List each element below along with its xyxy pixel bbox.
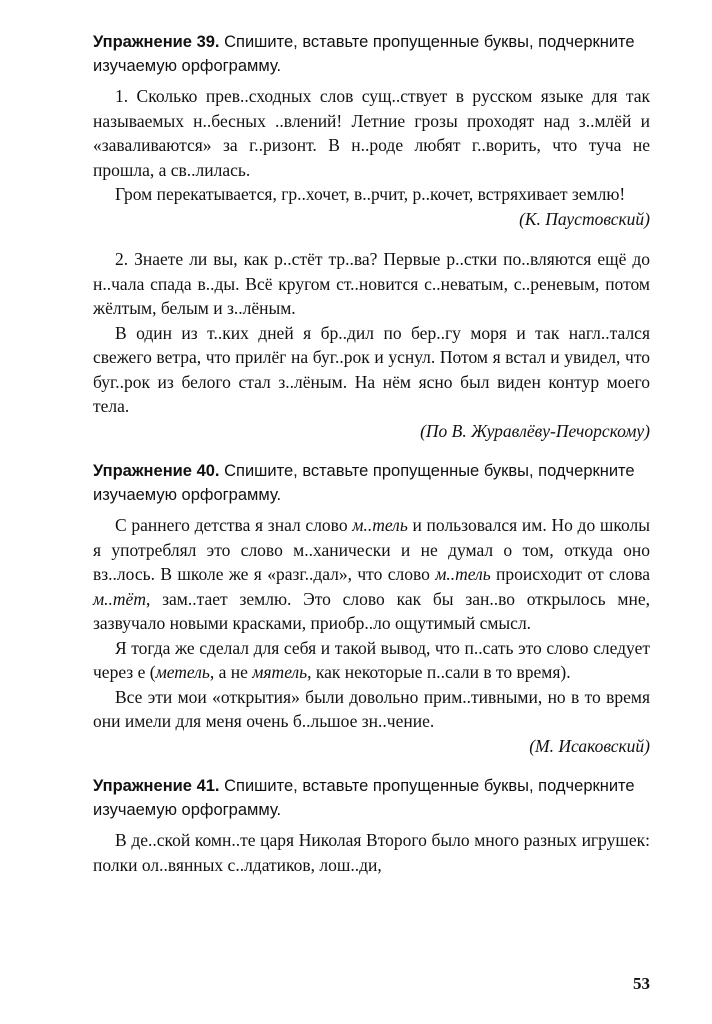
- exercise-40-author: (М. Исаковский): [529, 735, 650, 756]
- exercise-39-part2-paragraph1: 2. Знаете ли вы, как р..стёт тр..ва? Первые р..стки по..вляются ещё до н..чала спада в..ды. Всё кругом ст..новится с..неватым, с..реневым, потом жёлтым, белым и з..лёным.: [93, 249, 650, 318]
- exercise-40-paragraph2: [93, 636, 650, 685]
- exercise-40-heading: [93, 459, 650, 507]
- italic-word: м..тёт: [93, 588, 146, 609]
- exercise-39-task: Спишите, вставьте пропущенные буквы, подчеркните изучаемую орфограмму.: [93, 33, 635, 75]
- italic-word: метель: [155, 662, 210, 682]
- page-number: 53: [633, 974, 650, 993]
- text-run: С раннего детства я знал слово: [115, 515, 353, 535]
- exercise-40-paragraph3: Все эти мои «открытия» были довольно прим..тивными, но в то время они имели для меня очень б..льшое зн..чение.: [93, 686, 650, 731]
- text-run: , как некоторые п..сали в то время).: [307, 662, 571, 682]
- text-run: и пользовался им. Но до школы я употреблял это слово м..ханически и не думал о том, откуда оно вз..лось. В школе же я «разг..дал», что слово: [93, 515, 650, 584]
- italic-word: м..тель: [435, 564, 491, 584]
- exercise-39-part1-paragraph1: 1. Сколько прев..сходных слов сущ..ствует в русском языке для так называемых н..бесных ..влений! Летние грозы проходят над з..млёй и «заваливаются» за г..ризонт. В н..роде любят г..ворить, что туча не прошла, а св..лилась.: [93, 86, 650, 180]
- exercise-39-part1-paragraph2: Гром перекатывается, гр..хочет, в..рчит, р..кочет, встряхивает землю!: [115, 184, 626, 204]
- exercise-41-paragraph1: В де..ской комн..те царя Николая Второго было много разных игрушек: полки ол..вянных с..лдатиков, лош..ди,: [93, 830, 650, 875]
- italic-word: мятель: [252, 662, 308, 682]
- text-run: , зам..тает землю. Это слово как бы зан..во открылось мне, зазвучало новыми красками, приобр..ло ощутимый смысл.: [93, 588, 650, 633]
- exercise-41-heading: [93, 774, 650, 822]
- exercise-41-label: Упражнение 41.: [93, 777, 220, 795]
- text-run: Я тогда же сделал для себя и такой вывод, что п..сать это слово следует через е (: [93, 637, 650, 682]
- exercise-40-task: Спишите, вставьте пропущенные буквы, подчеркните изучаемую орфограмму.: [93, 462, 635, 504]
- italic-word: м..тель: [352, 515, 408, 535]
- exercise-39-part2-author: (По В. Журавлёву-Печорскому): [420, 420, 650, 441]
- exercise-39-part2-paragraph2: В один из т..ких дней я бр..дил по бер..гу моря и так нагл..тался свежего ветра, что прилёг на буг..рок и уснул. Потом я встал и увидел, что буг..рок из белого стал з..лёным. На нём ясно был виден контур моего тела.: [93, 322, 650, 416]
- exercise-39-part1-author: (К. Паустовский): [519, 208, 650, 229]
- exercise-40-label: Упражнение 40.: [93, 462, 220, 480]
- exercise-39-heading: [93, 30, 650, 78]
- exercise-39-label: Упражнение 39.: [93, 33, 220, 51]
- exercise-41-task: Спишите, вставьте пропущенные буквы, подчеркните изучаемую орфограмму.: [93, 777, 635, 819]
- text-run: , а не: [209, 662, 253, 682]
- text-run: происходит от слова: [490, 564, 651, 584]
- exercise-40-paragraph1: [93, 513, 650, 636]
